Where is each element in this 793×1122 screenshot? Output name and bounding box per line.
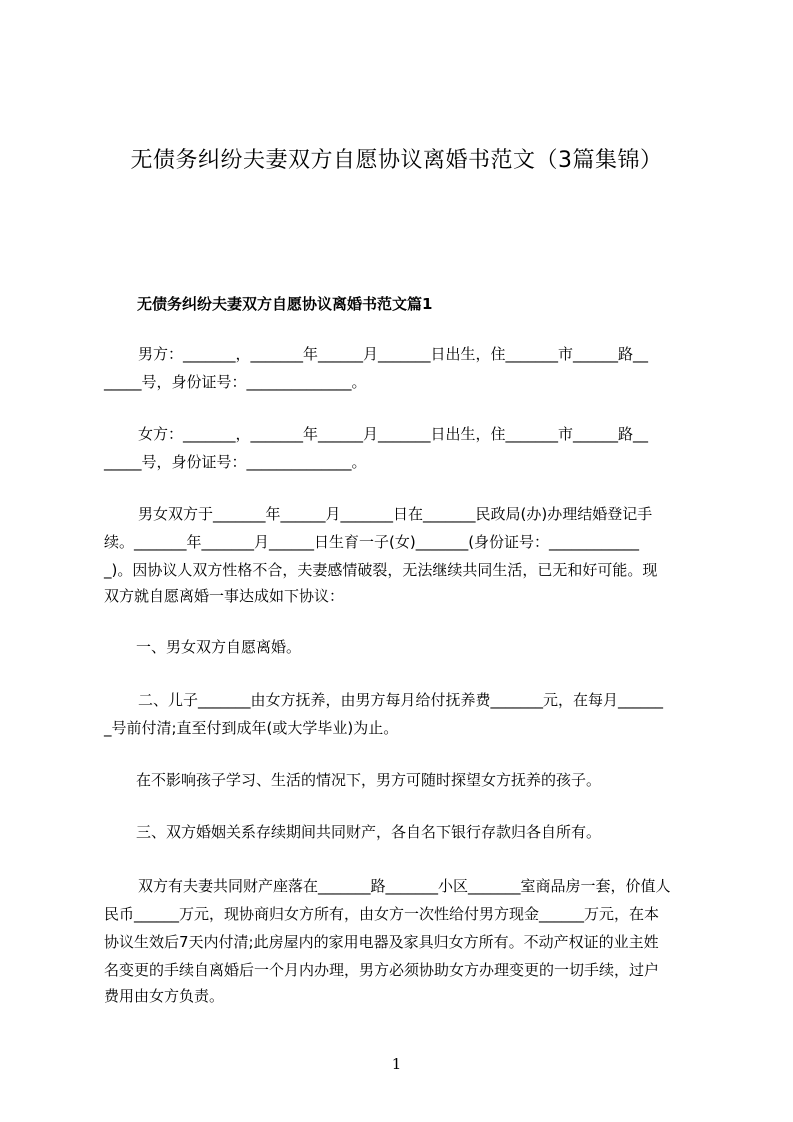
text-line: 费用由女方负责。 (104, 987, 225, 1005)
text-line: 协议生效后7天内付清;此房屋内的家用电器及家具归女方所有。不动产权证的业主姓 (104, 933, 659, 951)
text-line: 双方就自愿离婚一事达成如下协议： (104, 587, 345, 605)
text-line: 民币______万元，现协商归女方所有，由女方一次性给付男方现金______万元，在本 (104, 905, 660, 923)
text-line: _号前付清;直至付到成年(或大学毕业)为止。 (104, 719, 399, 737)
text-line: 三、双方婚姻关系存续期间共同财产，各自名下银行存款归各自所有。 (136, 823, 602, 841)
text-line: 男方：_______，_______年______月_______日出生，住_______市______路__ (138, 345, 649, 363)
section-heading: 无债务纠纷夫妻双方自愿协议离婚书范文篇1 (137, 295, 433, 313)
text-line: 名变更的手续自离婚后一个月内办理，男方必须协助女方办理变更的一切手续，过户 (104, 961, 660, 979)
text-line: 在不影响孩子学习、生活的情况下，男方可随时探望女方抚养的孩子。 (136, 771, 602, 789)
text-line: 男女双方于_______年______月_______日在_______民政局(办)办理结婚登记手 (138, 505, 653, 523)
text-line: 二、儿子_______由女方抚养，由男方每月给付抚养费_______元，在每月______ (138, 691, 664, 709)
text-line: 续。_______年_______月______日生育一子(女)_______(身份证号：____________ (104, 533, 640, 551)
text-line: 一、男女双方自愿离婚。 (136, 638, 302, 656)
text-line: 女方：_______，_______年______月_______日出生，住_______市______路__ (138, 425, 649, 443)
text-line: _)。因协议人双方性格不合，夫妻感情破裂，无法继续共同生活，已无和好可能。现 (104, 561, 658, 579)
document-title: 无债务纠纷夫妻双方自愿协议离婚书范文（3篇集锦） (130, 148, 663, 173)
text-line: 双方有夫妻共同财产座落在_______路_______小区_______室商品房一套，价值人 (138, 877, 671, 895)
text-line: _____号，身份证号：______________。 (104, 373, 367, 391)
text-line: _____号，身份证号：______________。 (104, 453, 367, 471)
page-number: 1 (391, 1055, 402, 1073)
